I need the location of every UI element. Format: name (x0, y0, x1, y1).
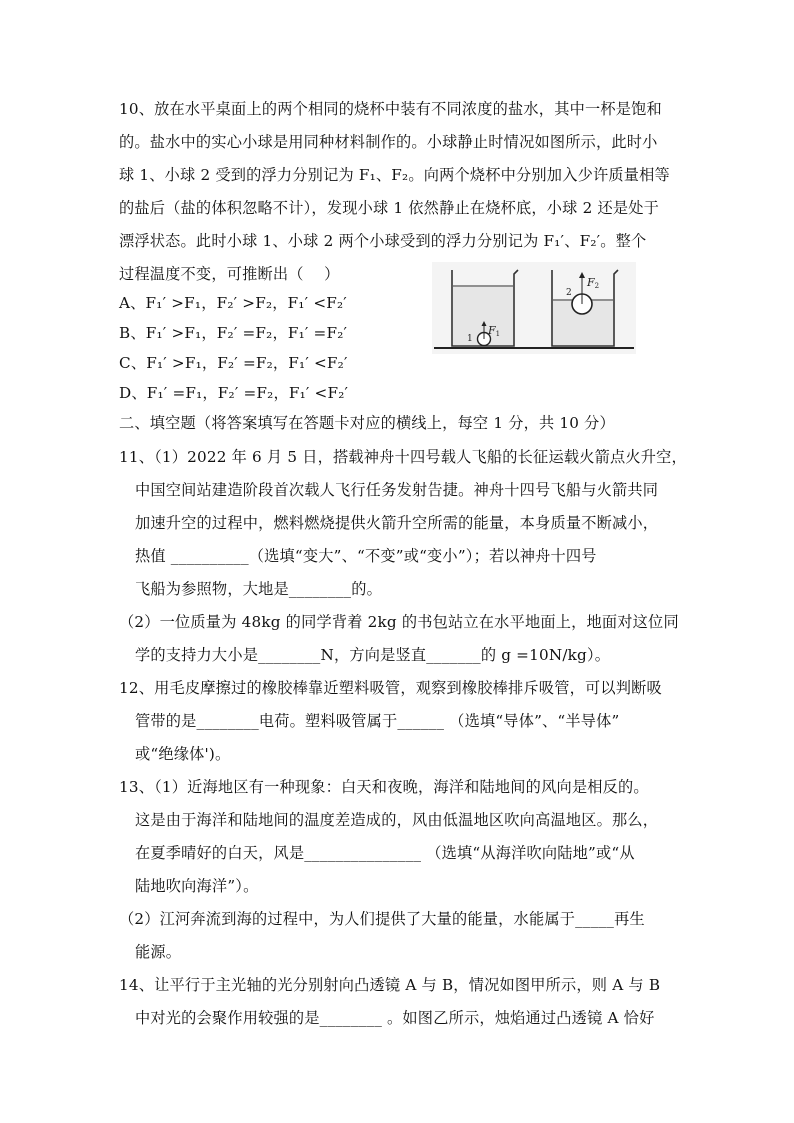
q13-line-6: 能源。 (135, 943, 182, 961)
q10-line-5: 漂浮状态。此时小球 1、小球 2 两个小球受到的浮力分别记为 F₁′、F₂′。整个 (119, 232, 647, 250)
q10-option-a: A、F₁′ >F₁，F₂′ >F₂，F₁′ <F₂′ (119, 294, 347, 312)
q10-line-6: 过程温度不变，可推断出（ ） (119, 265, 340, 283)
ball-1-number: 1 (467, 334, 473, 344)
section-2-heading: 二、填空题（将答案填写在答题卡对应的横线上，每空 1 分，共 10 分） (119, 414, 615, 432)
ball-1-force-label: F1 (488, 324, 501, 338)
q11-line-3: 加速升空的过程中，燃料燃烧提供火箭升空所需的能量，本身质量不断减小， (135, 514, 659, 532)
beakers-figure (432, 262, 636, 354)
q12-line-1: 12、用毛皮摩擦过的橡胶棒靠近塑料吸管，观察到橡胶棒排斥吸管，可以判断吸 (119, 679, 662, 697)
q13-line-5: （2）江河奔流到海的过程中，为人们提供了大量的能量，水能属于_____再生 (119, 910, 645, 928)
ball-2-number: 2 (566, 288, 572, 298)
q13-line-3: 在夏季晴好的白天，风是_______________ （选填“从海洋吹向陆地”或“从 (135, 844, 635, 862)
q11-line-5: 飞船为参照物，大地是________的。 (135, 580, 382, 598)
q10-option-b: B、F₁′ >F₁，F₂′ =F₂，F₁′ =F₂′ (119, 324, 348, 342)
q14-line-2: 中对光的会聚作用较强的是________ 。如图乙所示，烛焰通过凸透镜 A 恰好 (135, 1009, 655, 1027)
q13-line-1: 13、（1）近海地区有一种现象：白天和夜晚，海洋和陆地间的风向是相反的。 (119, 778, 649, 796)
q14-line-1: 14、让平行于主光轴的光分别射向凸透镜 A 与 B，情况如图甲所示，则 A 与 B (119, 976, 661, 994)
q12-line-3: 或“绝缘体')。 (135, 745, 231, 763)
q11-line-1: 11、（1）2022 年 6 月 5 日，搭载神舟十四号载人飞船的长征运载火箭点火升空， (119, 448, 687, 466)
q11-line-6: （2）一位质量为 48kg 的同学背着 2kg 的书包站立在水平地面上，地面对这位同 (119, 613, 679, 631)
q10-line-2: 的。盐水中的实心小球是用同种材料制作的。小球静止时情况如图所示，此时小 (119, 133, 658, 151)
q11-line-4: 热值 __________（选填“变大”、“不变”或“变小”）；若以神舟十四号 (135, 547, 597, 565)
q11-line-2: 中国空间站建造阶段首次载人飞行任务发射告捷。神舟十四号飞船与火箭共同 (135, 481, 659, 499)
q10-option-c: C、F₁′ >F₁，F₂′ =F₂，F₁′ <F₂′ (119, 354, 348, 372)
q13-line-2: 这是由于海洋和陆地间的温度差造成的，风由低温地区吹向高温地区。那么， (135, 811, 659, 829)
q11-line-7: 学的支持力大小是________N，方向是竖直_______的 g =10N/kg）。 (135, 646, 611, 664)
q10-line-3: 球 1、小球 2 受到的浮力分别记为 F₁、F₂。向两个烧杯中分别加入少许质量相等 (119, 166, 670, 184)
q10-option-d: D、F₁′ =F₁，F₂′ =F₂，F₁′ <F₂′ (119, 384, 349, 402)
q13-line-4: 陆地吹向海洋”）。 (135, 877, 259, 895)
q12-line-2: 管带的是________电荷。塑料吸管属于______ （选填“导体”、“半导体” (135, 712, 620, 730)
q10-line-1: 10、放在水平桌面上的两个相同的烧杯中装有不同浓度的盐水，其中一杯是饱和 (119, 100, 662, 118)
q10-line-4: 的盐后（盐的体积忽略不计），发现小球 1 依然静止在烧杯底，小球 2 还是处于 (119, 199, 660, 217)
ball-2-force-label: F2 (587, 276, 600, 290)
